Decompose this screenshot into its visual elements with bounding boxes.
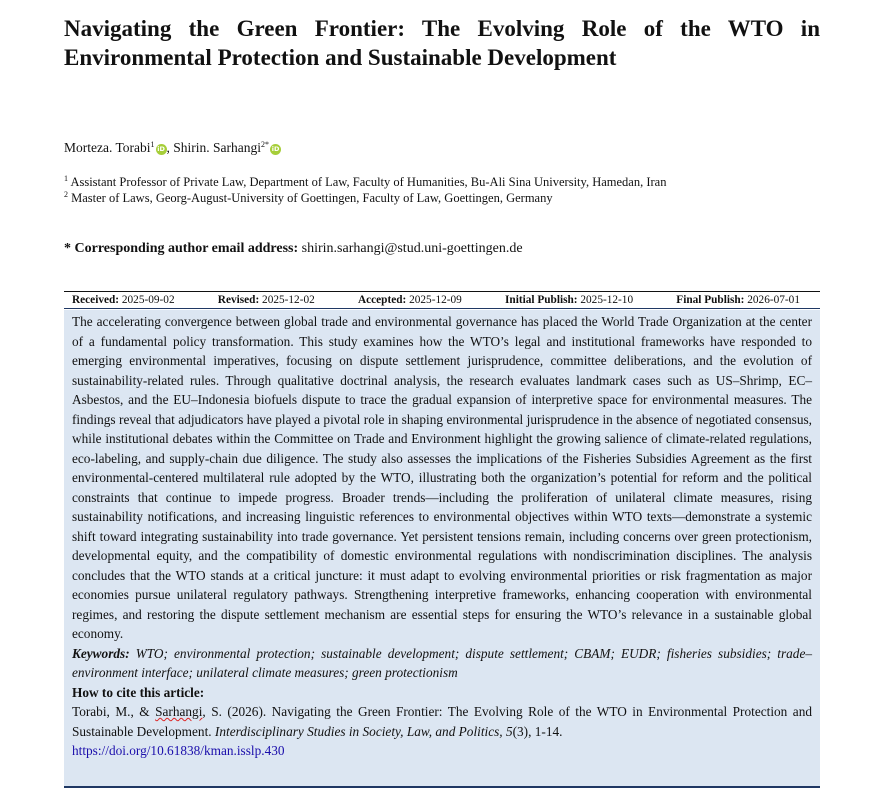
accepted-label: Accepted: (357, 294, 407, 306)
citation-journal: Interdisciplinary Studies in Society, Law, and Politics, 5 (214, 723, 513, 739)
initial-publish-label: Initial Publish: (505, 294, 578, 306)
doi-link[interactable]: https://doi.org/10.61838/kman.isslp.430 (72, 743, 285, 758)
publication-dates-bar (64, 291, 820, 309)
received-value: 2025-09-02 (121, 294, 175, 306)
corresponding-label: * Corresponding author email address: (64, 241, 299, 256)
author-affiliation-marker: 2* (261, 140, 270, 149)
final-publish-date (676, 294, 800, 306)
abstract-box (64, 310, 820, 788)
final-publish-value: 2026-07-01 (747, 294, 800, 306)
author-separator: , (166, 140, 174, 155)
affiliation-text: Assistant Professor of Private Law, Department of Law, Faculty of Humanities, Bu-Ali Sina University, Hamedan, Iran (70, 175, 667, 189)
affiliation-text: Master of Laws, Georg-August-University of Goettingen, Faculty of Law, Goettingen, Germany (71, 191, 553, 205)
author-line (64, 140, 281, 156)
author-affiliation-marker: 1 (150, 140, 155, 149)
citation-authors: Torabi, M., & (72, 704, 156, 719)
orcid-icon[interactable]: iD (157, 145, 165, 153)
keywords-text: WTO; environmental protection; sustainable development; dispute settlement; CBAM; EUDR; fisheries subsidies; trade–environment interface; unilateral climate measures; green protectionism (72, 645, 812, 680)
abstract-text: The accelerating convergence between global trade and environmental governance has placed the World Trade Organization at the center of a fundamental policy transformation. This study examines how the WTO’s legal and institutional frameworks have responded to emerging environmental imperatives, focusing on dispute settlement jurisprudence, committee deliberations, and the evolution of sustainability-related rules. Through qualitative doctrinal analysis, the research evaluates landmark cases such as US–Shrimp, EC–Asbestos, and the EU–Indonesia biofuels dispute to trace the gradual expansion of interpretive space for environmental measures. The findings reveal that adjudicators have played a pivotal role in shaping environmental jurisprudence in the absence of negotiated consensus, while institutional debates within the Committee on Trade and Environment highlight the growing salience of climate-related regulations, eco-labeling, and supply-chain due diligence. The study also assesses the implications of the Fisheries Subsidies Agreement as the first environmental-centered multilateral rule adopted by the WTO, illustrating both the organization’s potential for reform and the political constraints that continue to impede progress. Broader trends—including the proliferation of unilateral climate measures, rising sustainability notifications, and increasing linguistic references to environmental objectives within WTO texts—demonstrate a systemic shift toward integrating sustainability into trade governance. Yet persistent tensions remain, including concerns over green protectionism, developmental equity, and the compatibility of domestic environmental regulations with nondiscrimination disciplines. The analysis concludes that the WTO stands at a critical juncture: it must adapt to evolving environmental priorities or risk fragmentation as major economies pursue unilateral regulatory pathways. Strengthening interpretive frameworks, enhancing cooperation with environmental regimes, and restoring the dispute settlement mechanism are essential steps for ensuring the WTO’s relevance in a sustainable global economy. (72, 314, 812, 641)
keywords-label: Keywords: (72, 645, 130, 661)
citation-issue: (3), 1-14. (512, 723, 563, 739)
final-publish-label: Final Publish: (676, 294, 745, 306)
revised-value: 2025-12-02 (262, 294, 315, 306)
revised-date (218, 294, 315, 306)
citation-author-spellcheck: Sarhangi (155, 704, 203, 719)
affiliation-1 (64, 175, 666, 190)
citation-text (72, 702, 812, 761)
citation-heading: How to cite this article: (72, 684, 205, 700)
revised-label: Revised: (217, 294, 260, 306)
accepted-value: 2025-12-09 (409, 294, 462, 306)
accepted-date (358, 294, 462, 306)
received-label: Received: (72, 294, 120, 306)
affiliation-2 (64, 191, 553, 206)
author-name: Morteza. Torabi (64, 140, 151, 155)
orcid-icon[interactable]: iD (271, 145, 280, 153)
initial-publish-value: 2025-12-10 (580, 294, 634, 306)
corresponding-email[interactable]: shirin.sarhangi@stud.uni-goettingen.de (301, 241, 523, 256)
author-name: Shirin. Sarhangi (173, 140, 262, 155)
affiliation-number: 2 (64, 190, 68, 199)
affiliation-number: 1 (64, 174, 68, 183)
initial-publish-date (505, 294, 633, 306)
article-title: Navigating the Green Frontier: The Evolving Role of the WTO in Environmental Protection and Sustainable Development (64, 16, 820, 70)
received-date (72, 294, 175, 306)
keywords (72, 644, 812, 683)
citation-body: , S. (2026). Navigating the Green Frontier: The Evolving Role of the WTO in Environmental Protection and Sustainable Development. (72, 704, 812, 739)
corresponding-author (64, 241, 523, 257)
